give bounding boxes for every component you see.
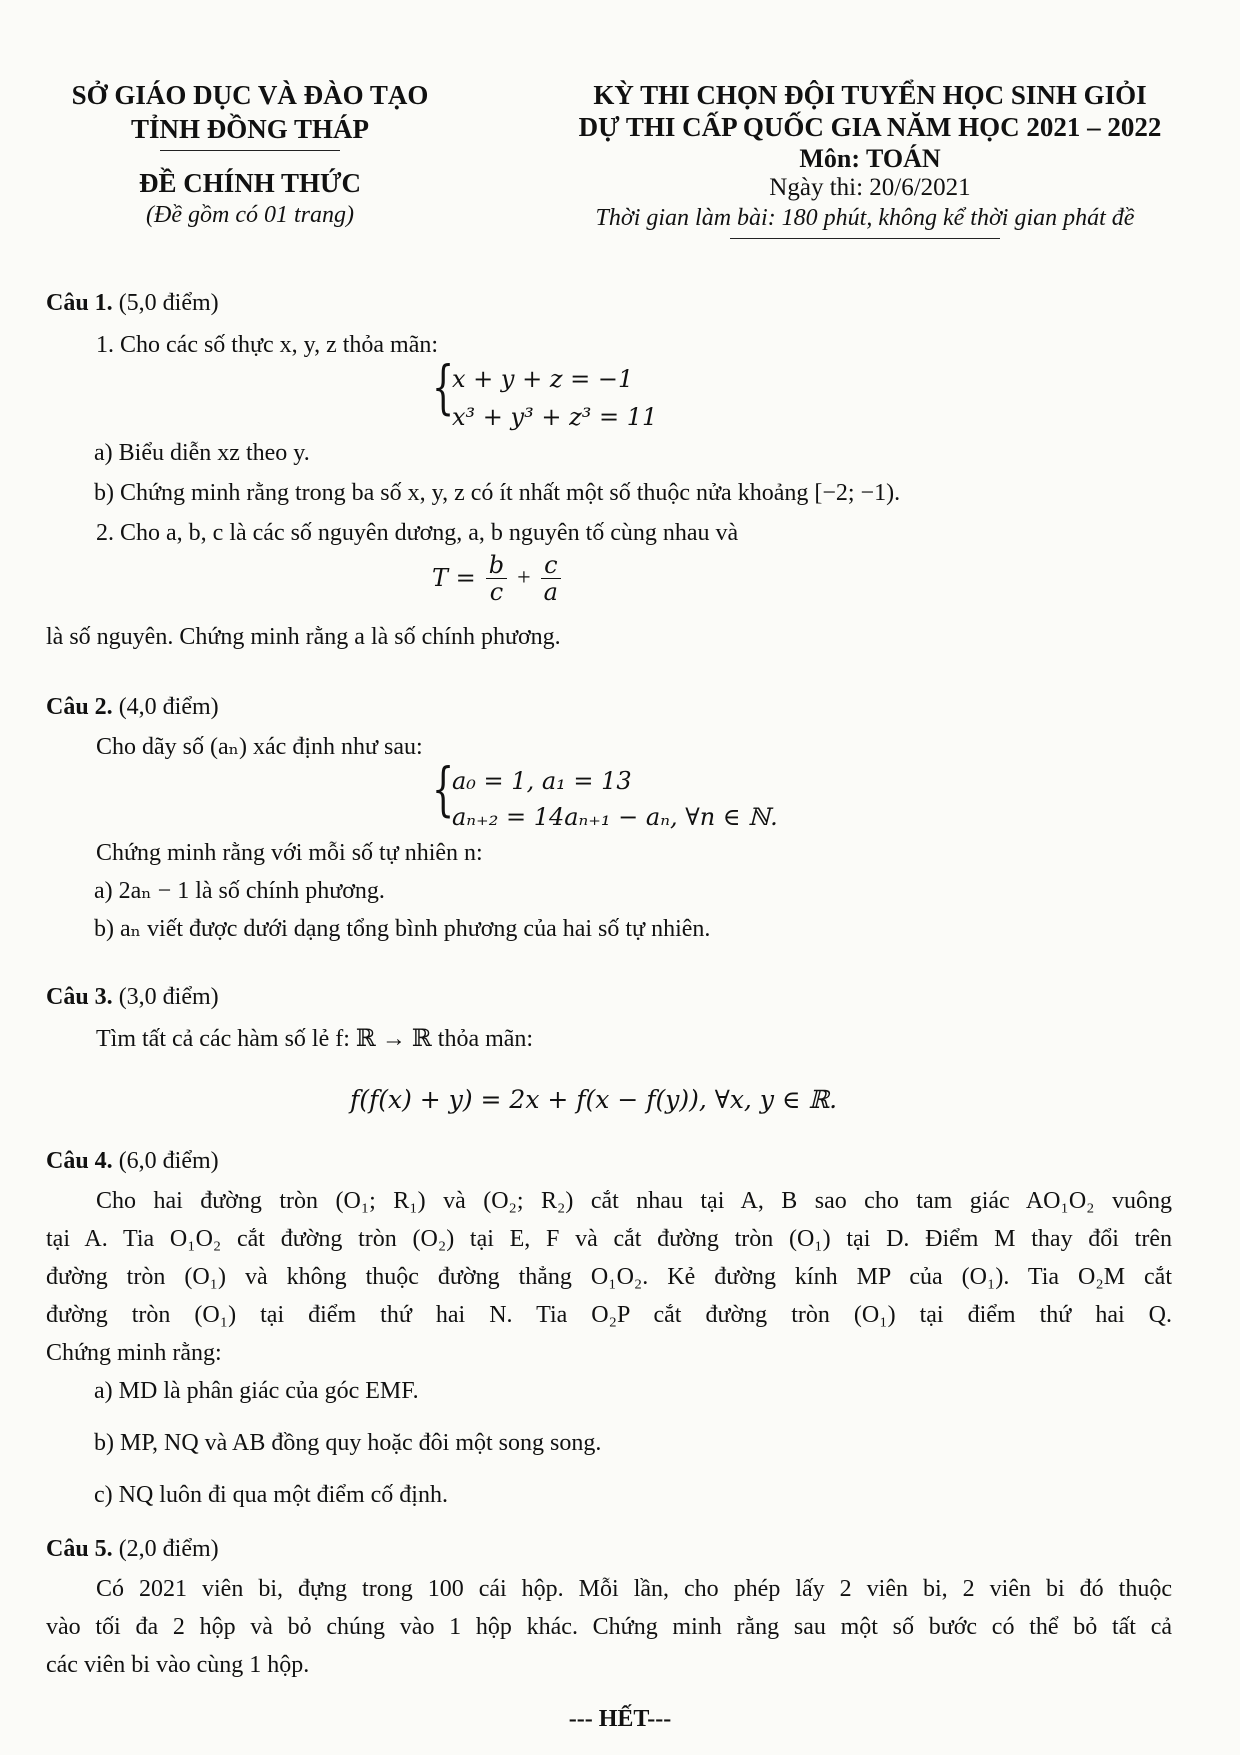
T-label: T = bbox=[432, 563, 476, 592]
exam-subtitle: DỰ THI CẤP QUỐC GIA NĂM HỌC 2021 – 2022 bbox=[578, 112, 1162, 142]
q2-prove-intro: Chứng minh rằng với mỗi số tự nhiên n: bbox=[96, 840, 483, 866]
q1-system-brace: { bbox=[432, 353, 455, 421]
question-2-heading bbox=[46, 692, 219, 723]
q4-text-line-3: đường tròn (O₁) và không thuộc đường thẳng O₁O₂. Kẻ đường kính MP của (O₁). Tia O₂M cắt bbox=[46, 1264, 1172, 1290]
fraction-b-over-c bbox=[486, 552, 507, 605]
q1-equation-2: x³ + y³ + z³ = 11 bbox=[452, 403, 658, 431]
department-name: SỞ GIÁO DỤC VÀ ĐÀO TẠO bbox=[71, 80, 429, 110]
q4-text-line-4: đường tròn (O₁) tại điểm thứ hai N. Tia O₂P cắt đường tròn (O₁) tại điểm thứ hai Q. bbox=[46, 1302, 1172, 1328]
subject: Môn: TOÁN bbox=[799, 144, 941, 173]
question-3-heading bbox=[46, 982, 219, 1013]
q1-part2-intro: 2. Cho a, b, c là các số nguyên dương, a, b nguyên tố cùng nhau và bbox=[96, 520, 739, 546]
question-2-title: Câu 2. bbox=[46, 694, 113, 720]
q2-part-b: b) aₙ viết được dưới dạng tổng bình phương của hai số tự nhiên. bbox=[94, 916, 711, 942]
q5-text-line-2: vào tối đa 2 hộp và bỏ chúng vào 1 hộp khác. Chứng minh rằng sau một số bước có thể bỏ tất cả bbox=[46, 1614, 1172, 1640]
official-label: ĐỀ CHÍNH THỨC bbox=[138, 168, 362, 198]
fraction-1-numerator: b bbox=[486, 552, 507, 579]
q1-T-formula bbox=[432, 552, 565, 605]
pages-note: (Đề gồm có 01 trang) bbox=[146, 202, 354, 228]
q3-intro: Tìm tất cả các hàm số lẻ f: ℝ → ℝ thỏa mãn: bbox=[96, 1026, 534, 1052]
plus-sign: + bbox=[517, 564, 531, 591]
question-1-heading bbox=[46, 288, 219, 319]
question-5-points: (2,0 điểm) bbox=[118, 1536, 219, 1562]
q1-equation-1: x + y + z = −1 bbox=[452, 365, 634, 393]
question-3-points: (3,0 điểm) bbox=[118, 984, 219, 1010]
exam-title: KỲ THI CHỌN ĐỘI TUYỂN HỌC SINH GIỎI bbox=[593, 80, 1147, 110]
question-1-points: (5,0 điểm) bbox=[118, 290, 219, 316]
q3-functional-equation: f(f(x) + y) = 2x + f(x − f(y)), ∀x, y ∈ ℝ. bbox=[350, 1085, 838, 1114]
fraction-1-denominator: c bbox=[489, 578, 504, 606]
fraction-2-denominator: a bbox=[543, 578, 558, 606]
end-marker: --- HẾT--- bbox=[568, 1706, 672, 1732]
exam-date: Ngày thi: 20/6/2021 bbox=[769, 174, 971, 201]
q4-text-line-1: Cho hai đường tròn (O₁; R₁) và (O₂; R₂) cắt nhau tại A, B sao cho tam giác AO₁O₂ vuông bbox=[96, 1188, 1172, 1214]
q1-part1-intro: 1. Cho các số thực x, y, z thỏa mãn: bbox=[96, 332, 439, 358]
header-right-divider bbox=[730, 238, 1000, 239]
province-name: TỈNH ĐỒNG THÁP bbox=[130, 114, 370, 144]
question-2-points: (4,0 điểm) bbox=[118, 694, 219, 720]
q2-intro: Cho dãy số (aₙ) xác định như sau: bbox=[96, 734, 423, 760]
q1-part1-b: b) Chứng minh rằng trong ba số x, y, z có ít nhất một số thuộc nửa khoảng [−2; −1). bbox=[94, 480, 901, 506]
question-1-title: Câu 1. bbox=[46, 290, 113, 316]
question-4-points: (6,0 điểm) bbox=[118, 1148, 219, 1174]
question-4-heading bbox=[46, 1146, 219, 1177]
q4-part-c: c) NQ luôn đi qua một điểm cố định. bbox=[94, 1482, 448, 1508]
q1-part2-tail: là số nguyên. Chứng minh rằng a là số chính phương. bbox=[46, 624, 561, 650]
q4-part-a: a) MD là phân giác của góc EMF. bbox=[94, 1378, 419, 1404]
q5-text-line-3: các viên bi vào cùng 1 hộp. bbox=[46, 1652, 310, 1678]
question-3-title: Câu 3. bbox=[46, 984, 113, 1010]
q1-part1-a: a) Biểu diễn xz theo y. bbox=[94, 440, 310, 466]
q2-system-brace: { bbox=[432, 755, 455, 823]
header-left-divider bbox=[160, 150, 340, 151]
header-left bbox=[30, 78, 470, 146]
q4-text-line-2: tại A. Tia O₁O₂ cắt đường tròn (O₂) tại E, F và cắt đường tròn (O₁) tại D. Điểm M thay đổi trên bbox=[46, 1226, 1172, 1252]
q2-equation-2: aₙ₊₂ = 14aₙ₊₁ − aₙ, ∀n ∈ ℕ. bbox=[452, 803, 778, 831]
exam-duration: Thời gian làm bài: 180 phút, không kể thời gian phát đề bbox=[595, 205, 1135, 231]
question-4-title: Câu 4. bbox=[46, 1148, 113, 1174]
question-5-title: Câu 5. bbox=[46, 1536, 113, 1562]
fraction-c-over-a bbox=[541, 552, 561, 605]
fraction-2-numerator: c bbox=[541, 552, 561, 579]
q4-part-b: b) MP, NQ và AB đồng quy hoặc đôi một song song. bbox=[94, 1430, 602, 1456]
q2-part-a: a) 2aₙ − 1 là số chính phương. bbox=[94, 878, 385, 904]
question-5-heading bbox=[46, 1534, 219, 1565]
q2-equation-1: a₀ = 1, a₁ = 13 bbox=[452, 767, 632, 795]
q5-text-line-1: Có 2021 viên bi, đựng trong 100 cái hộp. Mỗi lần, cho phép lấy 2 viên bi, 2 viên bi đó thuộc bbox=[96, 1576, 1172, 1602]
q4-text-line-5: Chứng minh rằng: bbox=[46, 1340, 222, 1366]
